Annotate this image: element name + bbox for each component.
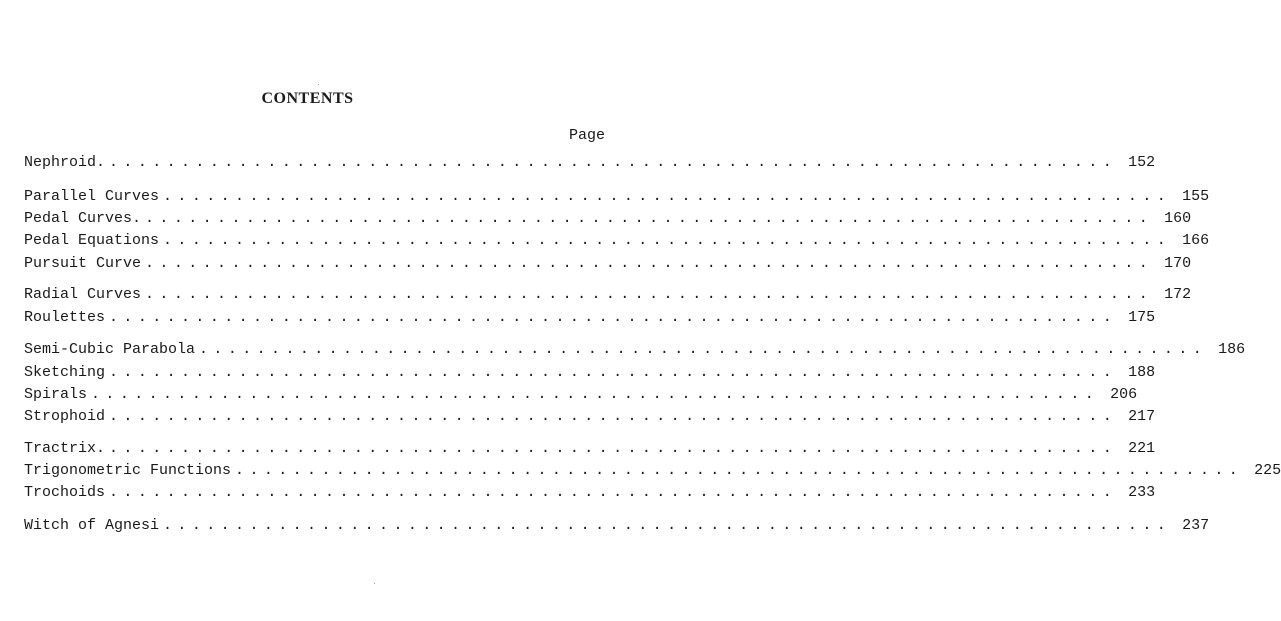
page-column-header: Page bbox=[568, 127, 605, 144]
dot-leader: ...................................................................... bbox=[109, 154, 1118, 171]
toc-entry-title: Strophoid bbox=[24, 408, 106, 425]
dot-leader: ...................................................................... bbox=[163, 232, 1172, 249]
toc-entry bbox=[24, 188, 1210, 210]
toc-entry bbox=[24, 255, 1192, 277]
dot-leader: ...................................................................... bbox=[109, 408, 1118, 425]
toc-entry bbox=[24, 440, 1156, 462]
toc-entry bbox=[24, 210, 1192, 232]
toc-entry-page: 188 bbox=[1128, 364, 1156, 381]
dot-leader: ...................................................................... bbox=[163, 517, 1172, 534]
dot-leader: ...................................................................... bbox=[199, 341, 1208, 358]
dot-leader: ...................................................................... bbox=[91, 386, 1100, 403]
toc-entry-title: Pedal Equations bbox=[24, 232, 160, 249]
toc-entry-page: 166 bbox=[1182, 232, 1210, 249]
dot-leader: ...................................................................... bbox=[109, 484, 1118, 501]
toc-entry-page: 225 bbox=[1254, 462, 1281, 479]
toc-entry bbox=[24, 408, 1156, 430]
toc-entry bbox=[24, 232, 1210, 254]
toc-entry-title: Radial Curves bbox=[24, 286, 142, 303]
toc-entry-page: 175 bbox=[1128, 309, 1156, 326]
toc-entry-page: 237 bbox=[1182, 517, 1210, 534]
toc-entry bbox=[24, 462, 1281, 484]
toc-entry bbox=[24, 286, 1192, 308]
toc-entry-page: 172 bbox=[1164, 286, 1192, 303]
toc-entry-page: 186 bbox=[1218, 341, 1246, 358]
dot-leader: ...................................................................... bbox=[235, 462, 1244, 479]
toc-entry bbox=[24, 309, 1156, 331]
toc-entry bbox=[24, 517, 1210, 539]
toc-entry-title: Pedal Curves. bbox=[24, 210, 142, 227]
toc-entry-page: 233 bbox=[1128, 484, 1156, 501]
toc-entry-title: Nephroid. bbox=[24, 154, 106, 171]
toc-entry-page: 206 bbox=[1110, 386, 1138, 403]
toc-entry-title: Witch of Agnesi bbox=[24, 517, 160, 534]
toc-entry-page: 217 bbox=[1128, 408, 1156, 425]
toc-entry bbox=[24, 484, 1156, 506]
toc-entry-title: Sketching bbox=[24, 364, 106, 381]
toc-entry-page: 155 bbox=[1182, 188, 1210, 205]
dot-leader: ...................................................................... bbox=[145, 286, 1154, 303]
paper-speck bbox=[374, 583, 375, 584]
dot-leader: ...................................................................... bbox=[109, 364, 1118, 381]
toc-entry-title: Parallel Curves bbox=[24, 188, 160, 205]
toc-entry-page: 160 bbox=[1164, 210, 1192, 227]
toc-entry-page: 152 bbox=[1128, 154, 1156, 171]
toc-entry-title: Tractrix. bbox=[24, 440, 106, 457]
toc-entry-title: Spirals bbox=[24, 386, 88, 403]
toc-entry-title: Pursuit Curve bbox=[24, 255, 142, 272]
dot-leader: ...................................................................... bbox=[109, 440, 1118, 457]
toc-entry-page: 170 bbox=[1164, 255, 1192, 272]
toc-entry-title: Semi-Cubic Parabola bbox=[24, 341, 196, 358]
toc-entry-page: 221 bbox=[1128, 440, 1156, 457]
toc-entry bbox=[24, 386, 1138, 408]
dot-leader: ...................................................................... bbox=[163, 188, 1172, 205]
toc-entry-title: Trochoids bbox=[24, 484, 106, 501]
dot-leader: ...................................................................... bbox=[109, 309, 1118, 326]
page-title: CONTENTS bbox=[261, 90, 354, 107]
toc-entry bbox=[24, 341, 1246, 363]
dot-leader: ...................................................................... bbox=[145, 255, 1154, 272]
toc-entry bbox=[24, 154, 1156, 176]
toc-entry-title: Roulettes bbox=[24, 309, 106, 326]
toc-entry-title: Trigonometric Functions bbox=[24, 462, 232, 479]
dot-leader: ...................................................................... bbox=[145, 210, 1154, 227]
paper-speck bbox=[318, 84, 319, 85]
toc-entry bbox=[24, 364, 1156, 386]
